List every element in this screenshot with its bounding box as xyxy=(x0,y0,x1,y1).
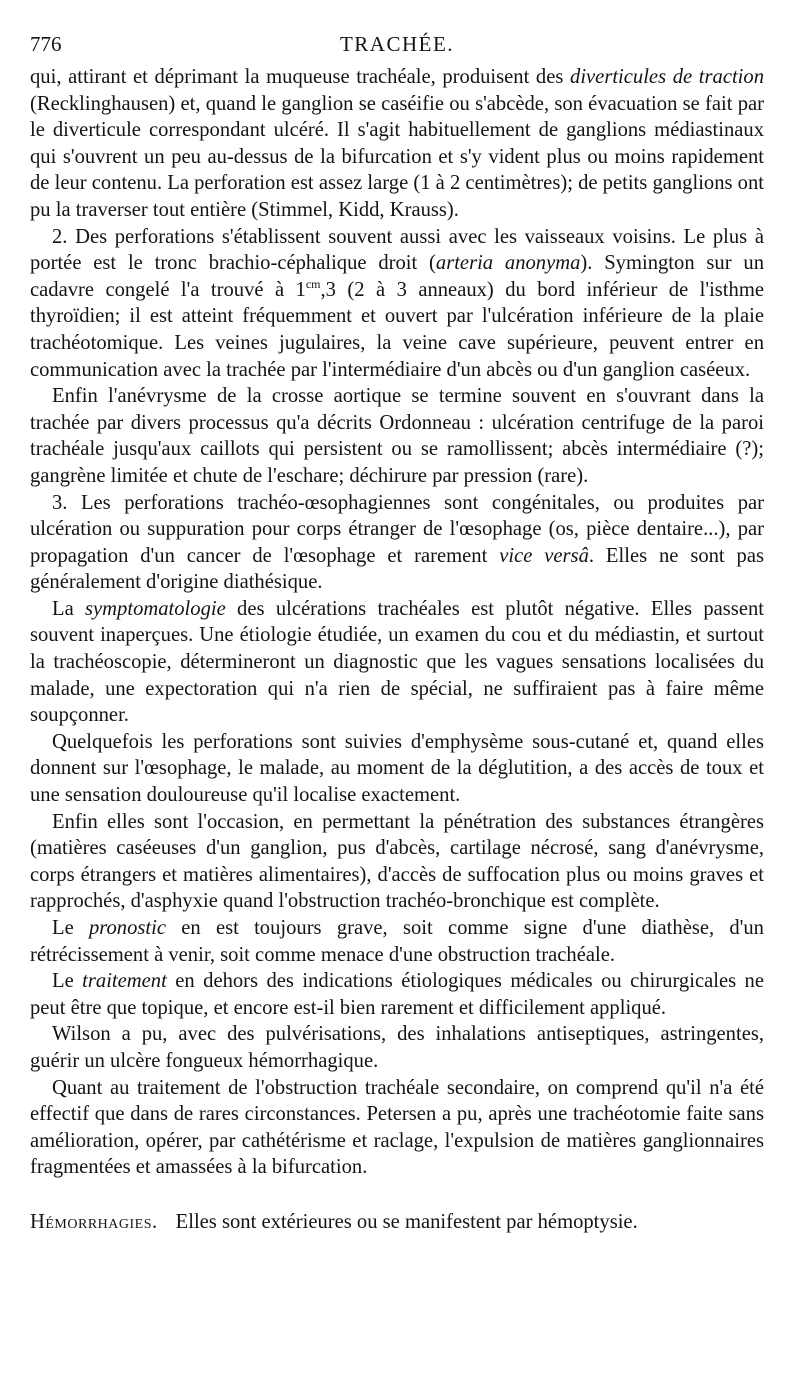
text-run: Quant au traitement de l'obstruction trachéale secondaire, on comprend qu'il n'a été effectif que dans de rares circonstances. Petersen a pu, après une trachéotomie faite sans amélioration, opérer, par cathétérisme et raclage, l'expulsion de matières ganglionnaires fragmentées et amassées à la bifurcation. xyxy=(30,1076,764,1179)
text-run: Enfin elles sont l'occasion, en permettant la pénétration des substances étrangères (matières caséeuses d'un ganglion, pus d'abcès, cartilage nécrosé, sang d'anévrysme, corps étrangers et matières alimentaires), d'accès de suffocation plus ou moins graves et rapprochés, d'asphyxie quand l'obstruction trachéo-bronchique est complète. xyxy=(30,810,764,913)
emphasis-term: diverticules de traction xyxy=(570,66,764,88)
unit-superscript: cm xyxy=(305,276,321,291)
text-run: Enfin l'anévrysme de la crosse aortique se termine souvent en s'ouvrant dans la trachée par divers processus qu'a décrits Ordonneau : ulcération centrifuge de la paroi trachéale jusqu'aux caillots qui persistent ou se ramollissent; abcès intermédiaire (?); gangrène limitée et chute de l'eschare; déchirure par pression (rare). xyxy=(30,385,764,487)
text-run: Elles sont extérieures ou se manifestent par hémoptysie. xyxy=(175,1210,638,1233)
paragraph-diverticules xyxy=(30,64,764,224)
paragraph-traitement xyxy=(30,968,764,1021)
paragraph-emphyseme xyxy=(30,729,764,809)
emphasis-term: pronostic xyxy=(88,917,167,939)
text-run: qui, attirant et déprimant la muqueuse trachéale, produisent des xyxy=(30,66,571,88)
text-run: Wilson a pu, avec des pulvérisations, des inhalations antiseptiques, astringentes, guérir un ulcère fongueux hémorrhagique. xyxy=(30,1023,764,1072)
text-run: (Recklinghausen) et, quand le ganglion se caséifie ou s'abcède, son évacuation se fait par le diverticule correspondant ulcéré. Il s'agit habituellement de ganglions médiastinaux qui s'ouvrent un peu au-dessus de la bifurcation et s'y vident plus ou moins rapidement de leur contenu. La perforation est assez large (1 à 2 centimètres); de petits ganglions ont pu la traverser tout entière (Stimmel, Kidd, Krauss). xyxy=(30,92,764,221)
body-text xyxy=(30,64,764,1236)
running-title: TRACHÉE. xyxy=(339,32,455,56)
page-number: 776 xyxy=(30,32,62,56)
paragraph-obstruction xyxy=(30,1075,764,1181)
paragraph-wilson xyxy=(30,1021,764,1074)
paragraph-hemorrhagies xyxy=(30,1209,764,1236)
paragraph-pronostic xyxy=(30,915,764,968)
text-run: Le xyxy=(52,970,83,993)
text-run: en dehors des indications étiologiques médicales ou chirurgicales ne peut être que topique, et encore est-il bien rarement et difficilement appliqué. xyxy=(30,970,764,1019)
section-heading: Hémorrhagies. xyxy=(30,1210,158,1233)
emphasis-term: symptomatologie xyxy=(85,597,226,620)
emphasis-term: traitement xyxy=(82,970,167,993)
text-run: 2. Des perforations s'établissent souvent aussi avec les vaisseaux voisins. Le plus à portée est le tronc brachio-céphalique droit ( xyxy=(30,225,764,275)
book-page xyxy=(30,30,764,1236)
paragraph-suffocation xyxy=(30,809,764,915)
text-run: La xyxy=(52,597,86,620)
text-run: ,3 (2 à 3 anneaux) du bord inférieur de l'isthme thyroïdien; il est atteint fréquemment et ouvert par l'ulcération inférieure de la plaie trachéotomique. Les veines jugulaires, la veine cave supérieure, peuvent entrer en communication avec la trachée par l'intermédiaire d'un abcès ou d'un ganglion caséeux. xyxy=(30,278,764,381)
text-run: 3. Les perforations trachéo-œsophagiennes sont congénitales, ou produites par ulcération ou suppuration pour corps étranger de l'œsophage (os, pièce dentaire...), par propagation d'un cancer de l'œsophage et rarement xyxy=(30,491,764,567)
text-run: ). Symington sur un cadavre congelé l'a trouvé à 1 xyxy=(30,252,764,301)
emphasis-term: vice versâ xyxy=(499,544,589,567)
text-run: . Elles ne sont pas généralement d'origine diathésique. xyxy=(30,544,765,594)
emphasis-term: arteria anonyma xyxy=(435,252,581,275)
paragraph-vaisseaux xyxy=(30,224,764,384)
paragraph-oesophagiennes xyxy=(30,490,764,596)
paragraph-anevrysme xyxy=(30,383,764,489)
running-head xyxy=(30,30,764,58)
text-run: Quelquefois les perforations sont suivies d'emphysème sous-cutané et, quand elles donnent sur l'œsophage, le malade, au moment de la déglutition, a des accès de toux et une sensation douloureuse qu'il localise exactement. xyxy=(30,730,764,807)
paragraph-symptomatologie xyxy=(30,596,764,729)
text-run: Le xyxy=(52,917,89,939)
text-run: des ulcérations trachéales est plutôt négative. Elles passent souvent inaperçues. Une étiologie étudiée, un examen du cou et du médiastin, et surtout la trachéoscopie, détermineront un diagnostic que les vagues sensations localisées du malade, une expectoration qui n'a rien de spécial, ne suffiraient pas à faire même soupçonner. xyxy=(30,597,764,727)
text-run: en est toujours grave, soit comme signe d'une diathèse, d'un rétrécissement à venir, soit comme menace d'une obstruction trachéale. xyxy=(30,917,764,966)
